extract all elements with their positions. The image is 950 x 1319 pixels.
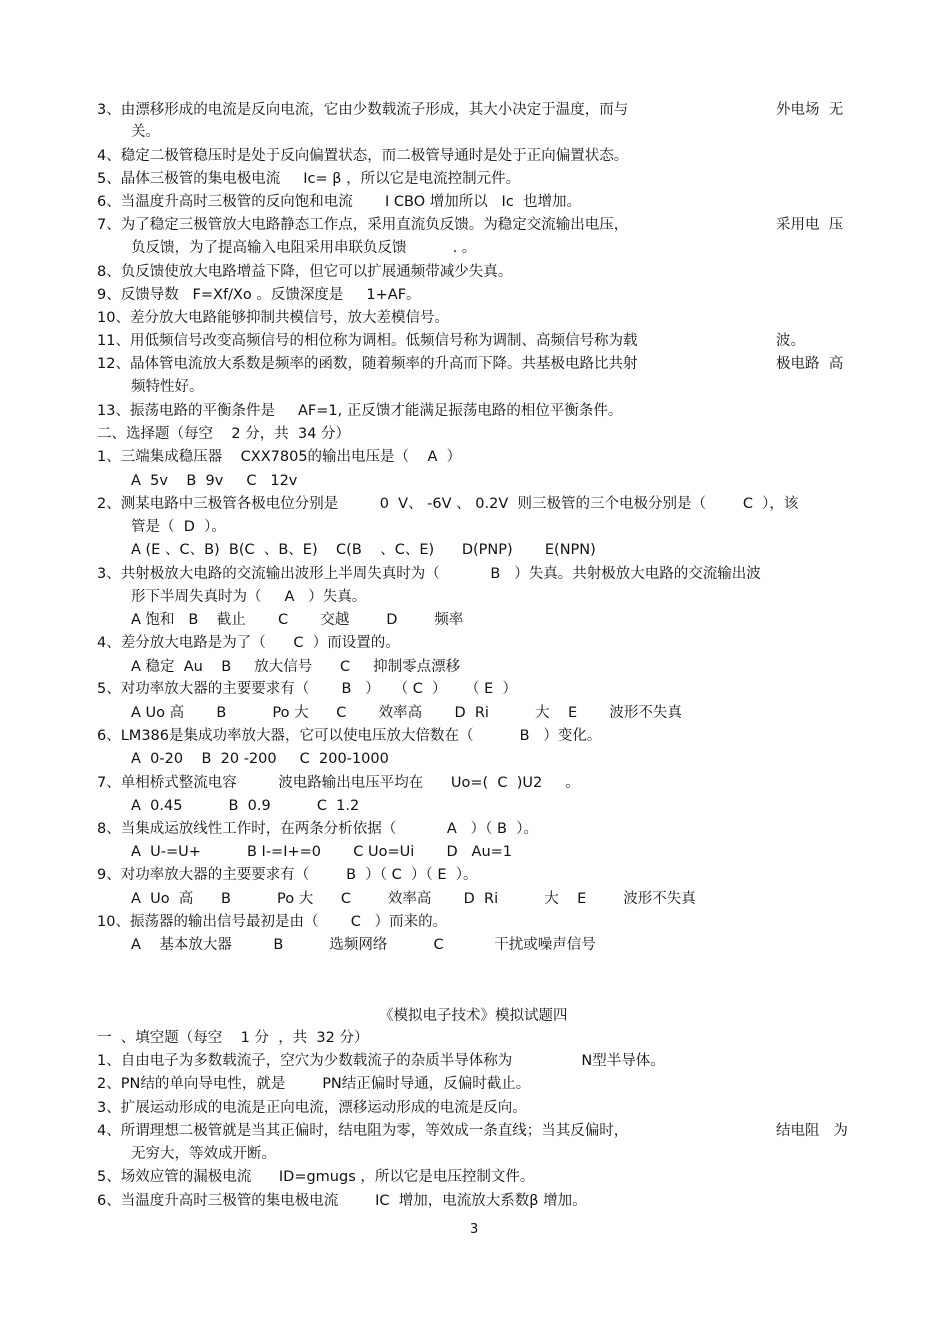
- mc3-question-cont: 形下半周失真时为（ A ）失真。: [131, 589, 367, 605]
- q5: 5、晶体三极管的集电极电流 Ic= β ，所以它是电流控制元件。: [97, 171, 521, 187]
- mc10-question: 10、振荡器的输出信号最初是由（ C ）而来的。: [97, 914, 448, 930]
- mc1-question: 1、三端集成稳压器 CXX7805的输出电压是（ A ）: [97, 449, 462, 465]
- q3-line2: 关。: [131, 124, 160, 140]
- q11-line1-right: 波。: [776, 333, 805, 349]
- q13: 13、振荡电路的平衡条件是 AF=1, 正反馈才能满足振荡电路的相位平衡条件。: [97, 403, 623, 419]
- mc2-question-cont: 管是（ D ）。: [131, 519, 226, 535]
- q12-line1: 12、晶体管电流放大系数是频率的函数，随着频率的升高而下降。共基极电路比共射: [97, 356, 638, 372]
- mc8-options: A U-=U+ B I-=I+=0 C Uo=Ui D Au=1: [131, 844, 513, 860]
- q6: 6、当温度升高时三极管的反向饱和电流 I CBO 增加所以 Ic 也增加。: [97, 194, 582, 210]
- mc4-options: A 稳定 Au B 放大信号 C 抑制零点漂移: [131, 659, 461, 675]
- q4: 4、稳定二极管稳压时是处于反向偏置状态，而二极管导通时是处于正向偏置状态。: [97, 148, 629, 164]
- mc9-options: A Uo 高 B Po 大 C 效率高 D Ri 大 E 波形不失真: [131, 891, 696, 907]
- test4-title: 《模拟电子技术》模拟试题四: [379, 1008, 568, 1024]
- section2-heading: 二、选择题（每空 2 分，共 34 分）: [97, 426, 351, 442]
- mc6-options: A 0-20 B 20 -200 C 200-1000: [131, 751, 389, 767]
- mc3-question: 3、共射极放大电路的交流输出波形上半周失真时为（ B ）失真。共射极放大电路的交流输出波: [97, 566, 761, 582]
- q12-line2: 频特性好。: [131, 379, 204, 395]
- q8: 8、负反馈使放大电路增益下降，但它可以扩展通频带减少失真。: [97, 264, 513, 280]
- page-number: 3: [470, 1222, 479, 1237]
- mc5-options: A Uo 高 B Po 大 C 效率高 D Ri 大 E 波形不失真: [131, 705, 682, 721]
- mc5-question: 5、对功率放大器的主要要求有（ B ） （ C ） （ E ）: [97, 681, 517, 697]
- q7-line1-right: 采用电 压: [776, 217, 844, 233]
- q10: 10、差分放大电路能够抑制共模信号，放大差模信号。: [97, 310, 449, 326]
- mc3-options: A 饱和 B 截止 C 交越 D 频率: [131, 612, 464, 628]
- mc10-options: A 基本放大器 B 选频网络 C 干扰或噪声信号: [131, 937, 596, 953]
- test4-q1: 1、自由电子为多数载流子，空穴为少数载流子的杂质半导体称为 N型半导体。: [97, 1053, 665, 1069]
- test4-q2: 2、PN结的单向导电性，就是 PN结正偏时导通，反偏时截止。: [97, 1076, 531, 1092]
- mc6-question: 6、LM386是集成功率放大器，它可以使电压放大倍数在（ B ）变化。: [97, 728, 602, 744]
- test4-q5: 5、场效应管的漏极电流 ID=gmugs ，所以它是电压控制文件。: [97, 1169, 535, 1185]
- test4-q4-line2: 无穷大，等效成开断。: [131, 1146, 276, 1162]
- mc7-options: A 0.45 B 0.9 C 1.2: [131, 798, 360, 814]
- mc7-question: 7、单相桥式整流电容 波电路输出电压平均在 Uo=( C )U2 。: [97, 775, 580, 791]
- test4-q4-line1: 4、所谓理想二极管就是当其正偏时，结电阻为零，等效成一条直线；当其反偏时，: [97, 1123, 629, 1139]
- q3-line1-right: 外电场 无: [776, 102, 844, 118]
- test4-heading: 一 、填空题（每空 1 分 ，共 32 分）: [97, 1030, 369, 1046]
- test4-q3: 3、扩展运动形成的电流是正向电流，漂移运动形成的电流是反向。: [97, 1100, 527, 1116]
- mc9-question: 9、对功率放大器的主要要求有（ B ）（ C ）（ E ）。: [97, 867, 478, 883]
- q3-line1: 3、由漂移形成的电流是反向电流，它由少数载流子形成，其大小决定于温度，而与: [97, 102, 629, 118]
- mc1-options: A 5v B 9v C 12v: [131, 473, 298, 489]
- mc4-question: 4、差分放大电路是为了（ C ）而设置的。: [97, 635, 400, 651]
- q7-line1: 7、为了稳定三极管放大电路静态工作点，采用直流负反馈。为稳定交流输出电压，: [97, 217, 629, 233]
- q7-line2: 负反馈，为了提高输入电阻采用串联负反馈 . 。: [131, 240, 477, 256]
- test4-q6: 6、当温度升高时三极管的集电极电流 IC 增加，电流放大系数β 增加。: [97, 1193, 587, 1209]
- q12-line1-right: 极电路 高: [776, 356, 844, 372]
- mc2-options: A (E 、C、B) B(C 、B、E) C(B 、C、E) D(PNP) E(NPN): [131, 542, 596, 558]
- test4-q4-line1-right: 结电阻 为: [776, 1123, 848, 1139]
- q11-line1: 11、用低频信号改变高频信号的相位称为调相。低频信号称为调制、高频信号称为载: [97, 333, 638, 349]
- q9: 9、反馈导数 F=Xf/Xo 。反馈深度是 1+AF。: [97, 287, 421, 303]
- mc2-question: 2、测某电路中三极管各极电位分别是 0 V、 -6V 、 0.2V 则三极管的三个电极分别是（ C ），该: [97, 496, 799, 512]
- mc8-question: 8、当集成运放线性工作时，在两条分析依据（ A ）（ B ）。: [97, 821, 538, 837]
